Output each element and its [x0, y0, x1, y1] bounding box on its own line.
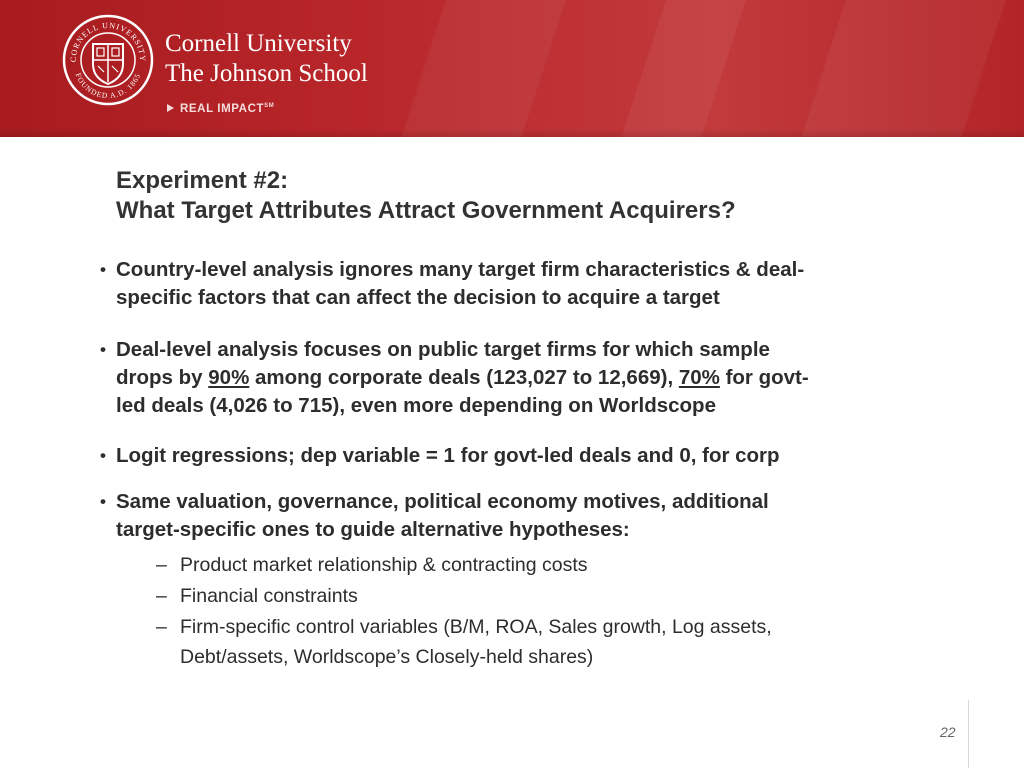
sub-bullet-dash: – [156, 585, 167, 607]
bullet-item [100, 336, 980, 420]
bullet-text: drops by 90% among corporate deals (123,027 to 12,669), 70% for govt- [116, 366, 809, 389]
footer-divider [968, 700, 969, 768]
bullet-text: target-specific ones to guide alternative hypotheses: [116, 518, 630, 541]
bullet-dot: • [100, 260, 106, 279]
bullet-text: Same valuation, governance, political economy motives, additional [116, 490, 769, 513]
title-line-2: What Target Attributes Attract Government Acquirers? [116, 197, 736, 224]
institution-name [165, 29, 368, 89]
svg-text:FOUNDED A.D. 1865: FOUNDED A.D. 1865 [73, 71, 143, 101]
bullet-text: Deal-level analysis focuses on public target firms for which sample [116, 338, 770, 361]
cornell-seal-icon [62, 14, 154, 106]
sub-bullet-dash: – [156, 616, 167, 638]
bullet-dot: • [100, 492, 106, 511]
sub-bullet-item [156, 581, 956, 611]
sub-bullet-text: Firm-specific control variables (B/M, ROA, Sales growth, Log assets, [180, 616, 772, 638]
tagline-text: REAL IMPACT [180, 103, 265, 115]
page-number: 22 [940, 724, 956, 740]
service-mark: SM [264, 103, 275, 110]
bullet-dot: • [100, 340, 106, 359]
bullet-item [100, 442, 980, 470]
bullet-item [100, 256, 980, 312]
bullet-text: Country-level analysis ignores many target firm characteristics & deal- [116, 258, 805, 281]
svg-text:CORNELL UNIVERSITY: CORNELL UNIVERSITY [68, 20, 148, 63]
title-line-1: Experiment #2: [116, 167, 289, 194]
play-triangle-icon [167, 104, 174, 112]
institution-line-1: Cornell University [165, 30, 352, 57]
underlined-value: 90% [208, 366, 250, 389]
slide-title [116, 166, 736, 226]
bullet-text: led deals (4,026 to 715), even more depending on Worldscope [116, 394, 716, 417]
sub-bullet-text: Financial constraints [180, 585, 358, 607]
bullet-item [100, 488, 980, 544]
bullet-dot: • [100, 446, 106, 465]
sub-bullet-item [156, 612, 956, 672]
underlined-value: 70% [678, 366, 720, 389]
sub-bullet-text: Debt/assets, Worldscope’s Closely-held shares) [180, 646, 594, 668]
header-banner [0, 0, 1024, 137]
tagline [167, 103, 274, 115]
sub-bullet-dash: – [156, 554, 167, 576]
sub-bullet-item [156, 550, 956, 580]
bullet-text: specific factors that can affect the decision to acquire a target [116, 286, 720, 309]
bullet-text: Logit regressions; dep variable = 1 for govt-led deals and 0, for corp [116, 444, 780, 467]
institution-line-2: The Johnson School [165, 60, 368, 87]
sub-bullet-text: Product market relationship & contracting costs [180, 554, 588, 576]
